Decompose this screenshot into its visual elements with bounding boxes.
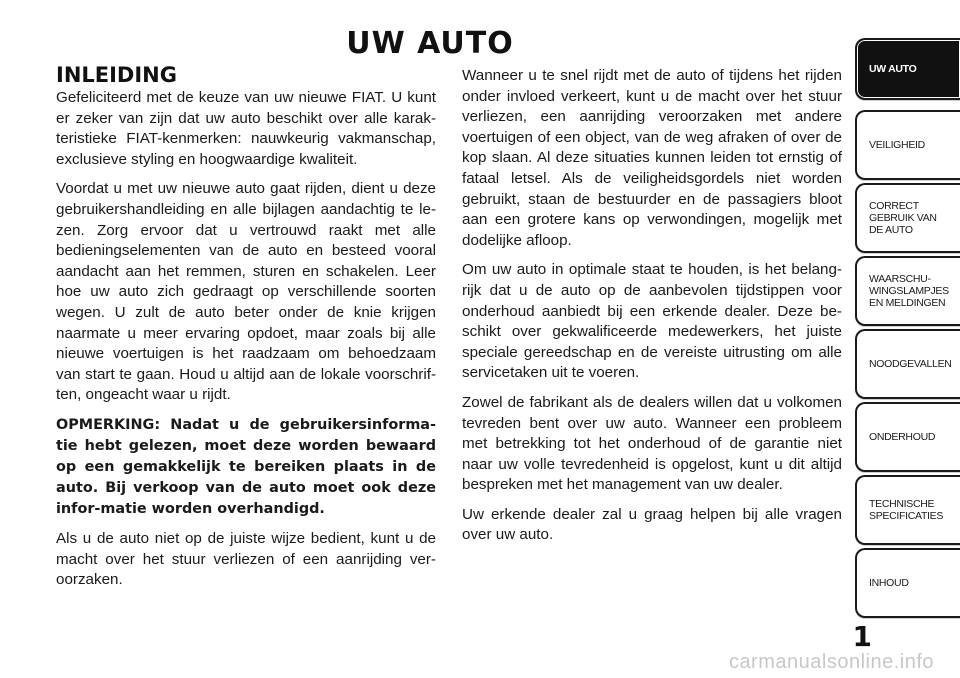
page-number: 1 — [852, 620, 872, 653]
left-column — [56, 62, 436, 600]
chapter-tabs — [855, 38, 960, 621]
watermark: carmanualsonline.info — [728, 651, 934, 673]
paragraph: Als u de auto niet op de juiste wijze bedient, kunt u de macht over het stuur verliezen of een aanrijding ver-oorzaken. — [56, 529, 436, 589]
tab-inhoud[interactable] — [855, 548, 960, 618]
paragraph: Uw erkende dealer zal u graag helpen bij alle vragen over uw auto. — [462, 505, 842, 544]
tab-label: VEILIGHEID — [869, 139, 925, 151]
paragraph: Zowel de fabrikant als de dealers willen dat u volkomen tevreden bent over uw auto. Wanneer een probleem met betrekking tot het onderhoud of de garantie niet naar uw volle tevredenheid is opgelost, kunt u dit altijd bespreken met het management van uw dealer. — [462, 393, 842, 494]
tab-uw-auto[interactable] — [855, 38, 960, 100]
note-paragraph: OPMERKING: Nadat u de gebruikersinforma-tie hebt gelezen, moet deze worden bewaard op een gemakkelijk te bereiken plaats in de auto. Bij verkoop van de auto moet ook deze infor-matie worden overhandigd. — [56, 416, 436, 517]
tab-label: CORRECT GEBRUIK VAN DE AUTO — [869, 200, 937, 236]
page-title: UW AUTO — [346, 26, 514, 61]
tab-label: TECHNISCHE SPECIFICATIES — [869, 498, 944, 522]
tab-waarschuwingslampjes[interactable] — [855, 256, 960, 326]
paragraph: Voordat u met uw nieuwe auto gaat rijden, dient u deze gebruikershandleiding en alle bijlagen aandachtig te le-zen. Zorg ervoor dat u vertrouwd raakt met alle bedieningselementen van de auto en besteed vooral aandacht aan het remmen, sturen en schakelen. Leer hoe uw auto zich gedraagt op verschillende soorten wegen. U zult de auto beter onder de knie krijgen naarmate u meer ervaring opdoet, maar zoals bij alle nieuwe voertuigen is het raadzaam om behoedzaam van start te gaan. Houd u altijd aan de lokale voorschrif-ten, ongeacht waar u rijdt. — [56, 180, 436, 404]
tab-label: ONDERHOUD — [869, 431, 936, 443]
right-column — [462, 66, 842, 555]
tab-label: NOODGEVALLEN — [869, 358, 952, 370]
paragraph: Wanneer u te snel rijdt met de auto of tijdens het rijden onder invloed verkeert, kunt u de macht over het stuur verliezen, een aanrijding veroorzaken met andere voertuigen of een object, van de weg afraken of over de kop slaan. Al deze situaties kunnen leiden tot ernstig of fataal letsel. Als de veiligheidsgordels niet worden gebruikt, staan de bestuurder en de passagiers bloot aan een grotere kans op verwondingen, mogelijk met dodelijke afloop. — [462, 67, 842, 249]
tab-technische-specificaties[interactable] — [855, 475, 960, 545]
paragraph: Om uw auto in optimale staat te houden, is het belang-rijk dat u de auto op de aanbevolen tijdstippen voor onderhoud aanbiedt bij een erkende dealer. Deze be-schikt over gekwalificeerde medewerkers, het juiste speciale gereedschap en de vereiste uitrusting om alle servicetaken uit te voeren. — [462, 261, 842, 382]
tab-label: INHOUD — [869, 577, 909, 589]
section-heading: INLEIDING — [56, 63, 177, 87]
paragraph: Gefeliciteerd met de keuze van uw nieuwe FIAT. U kunt er zeker van zijn dat uw auto beschikt over alle karak-teristieke FIAT-kenmerken: nauwkeurig vakmanschap, exclusieve styling en hoogwaardige kwaliteit. — [56, 89, 436, 168]
tab-onderhoud[interactable] — [855, 402, 960, 472]
tab-label: UW AUTO — [869, 63, 917, 75]
tab-label: WAARSCHU- WINGSLAMPJES EN MELDINGEN — [869, 273, 949, 309]
tab-correct-gebruik[interactable] — [855, 183, 960, 253]
tab-noodgevallen[interactable] — [855, 329, 960, 399]
tab-veiligheid[interactable] — [855, 110, 960, 180]
